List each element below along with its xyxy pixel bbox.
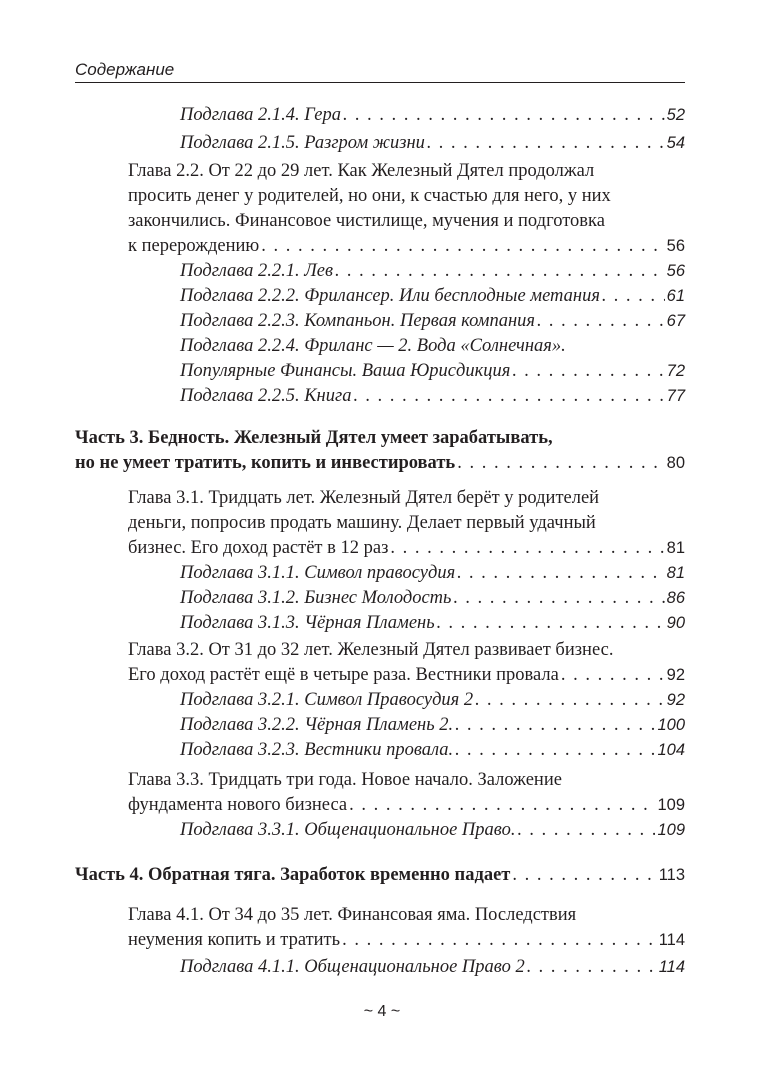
toc-chapter-3-1-line: Глава 3.1. Тридцать лет. Железный Дятел берёт у родителей [128,488,600,508]
page-number: ~ 4 ~ [363,1003,401,1020]
toc-page-number: 77 [666,387,685,405]
toc-chapter-3-1-line: деньги, попросив продать машину. Делает первый удачный [128,513,596,533]
dot-leader [602,284,665,309]
toc-entry-title: Подглава 2.2.2. Фрилансер. Или бесплодные метания [180,286,600,306]
toc-entry-2-1-5 [180,131,685,156]
dot-leader [343,103,665,128]
dot-leader [561,663,665,688]
toc-entry-title: Подглава 2.1.5. Разгром жизни [180,133,425,153]
toc-page-number: 56 [666,262,685,280]
dot-leader [390,536,664,561]
toc-entry-title: фундамента нового бизнеса [128,795,348,815]
dot-leader [457,561,664,586]
toc-entry-title: неумения копить и тратить [128,930,341,950]
toc-entry-title: Подглава 3.1.1. Символ правосудия [180,563,456,583]
dot-leader [437,611,665,636]
toc-page-number: 81 [666,539,685,557]
toc-entry-4-1 [128,928,685,953]
header-rule [75,82,685,83]
toc-entry-title: Подглава 3.2.2. Чёрная Пламень 2. [180,715,454,735]
toc-entry-3-1-2 [180,586,685,611]
toc-entry-3-2-2 [180,713,685,738]
toc-entry-title: Популярные Финансы. Ваша Юрисдикция [180,361,511,381]
toc-page-number: 114 [658,931,685,949]
toc-page-number: 109 [657,796,685,814]
toc-entry-title: Подглава 3.1.3. Чёрная Пламень [180,613,435,633]
toc-entry-3-3-1 [180,818,685,843]
toc-entry-title: Подглава 2.1.4. Гера [180,105,341,125]
toc-page-number: 80 [666,454,685,472]
dot-leader [512,359,664,384]
toc-entry-title: Подглава 3.2.3. Вестники провала. [180,740,454,760]
toc-page-number: 61 [666,287,685,305]
toc-entry-3-2-3 [180,738,685,763]
toc-entry-3-3 [128,793,685,818]
dot-leader [427,131,665,156]
toc-chapter-3-2-line: Глава 3.2. От 31 до 32 лет. Железный Дятел развивает бизнес. [128,640,614,660]
toc-entry-title: но не умеет тратить, копить и инвестировать [75,453,456,473]
dot-leader [527,955,657,980]
toc-page-number: 104 [657,741,685,759]
toc-entry-2-2-4 [180,359,685,384]
dot-leader [475,688,664,713]
dot-leader [457,451,664,476]
toc-page-number: 81 [666,564,685,582]
toc-entry-3-1 [128,536,685,561]
toc-chapter-4-1-line: Глава 4.1. От 34 до 35 лет. Финансовая яма. Последствия [128,905,577,925]
dot-leader [517,818,655,843]
dot-leader [512,863,656,888]
toc-page-number: 72 [666,362,685,380]
toc-page-number: 67 [666,312,685,330]
toc-entry-title: Часть 4. Обратная тяга. Заработок временно падает [75,865,511,885]
toc-entry-title: бизнес. Его доход растёт в 12 раз [128,538,389,558]
toc-page-number: 92 [666,666,685,684]
toc-page-number: 52 [666,106,685,124]
toc-entry-2-2-5 [180,384,685,409]
dot-leader [353,384,664,409]
dot-leader [455,713,655,738]
toc-entry-title: Подглава 4.1.1. Общенациональное Право 2 [180,957,525,977]
toc-page-number: 54 [666,134,685,152]
toc-entry-4-1-1 [180,955,685,980]
toc-entry-2-2-4-line: Подглава 2.2.4. Фриланс — 2. Вода «Солнечная». [180,336,566,356]
toc-entry-2-1-4 [180,103,685,128]
dot-leader [261,234,664,259]
toc-page-number: 56 [666,237,685,255]
toc-entry-2-2-3 [180,309,685,334]
toc-entry-3-1-3 [180,611,685,636]
toc-entry-title: Подглава 2.2.3. Компаньон. Первая компания [180,311,536,331]
toc-page-number: 100 [657,716,685,734]
toc-entry-part-3 [75,451,685,476]
toc-entry-3-1-1 [180,561,685,586]
toc-entry-title: Подглава 2.2.5. Книга [180,386,352,406]
dot-leader [342,928,657,953]
toc-chapter-2-2-line: просить денег у родителей, но они, к счастью для него, у них [128,186,611,206]
toc-part-3-line: Часть 3. Бедность. Железный Дятел умеет зарабатывать, [75,428,553,448]
toc-page-number: 113 [658,866,685,884]
toc-entry-title: Подглава 3.1.2. Бизнес Молодость [180,588,452,608]
toc-entry-3-2-1 [180,688,685,713]
toc-entry-title: к перерождению [128,236,260,256]
toc-page-number: 109 [657,821,685,839]
toc-entry-2-2-2 [180,284,685,309]
dot-leader [537,309,665,334]
toc-entry-2-2 [128,234,685,259]
dot-leader [455,738,655,763]
toc-chapter-2-2-line: закончились. Финансовое чистилище, мучения и подготовка [128,211,605,231]
dot-leader [335,259,665,284]
toc-entry-title: Подглава 3.2.1. Символ Правосудия 2 [180,690,474,710]
toc-page-number: 86 [666,589,685,607]
dot-leader [453,586,664,611]
toc-page-number: 92 [666,691,685,709]
running-header: Содержание [75,60,175,79]
toc-entry-title: Его доход растёт ещё в четыре раза. Вестники провала [128,665,559,685]
toc-chapter-3-3-line: Глава 3.3. Тридцать три года. Новое начало. Заложение [128,770,562,790]
toc-entry-part-4 [75,863,685,888]
toc-entry-title: Подглава 2.2.1. Лев [180,261,334,281]
toc-entry-title: Подглава 3.3.1. Общенациональное Право. [180,820,516,840]
toc-entry-2-2-1 [180,259,685,284]
toc-page-number: 114 [658,958,685,976]
toc-entry-3-2 [128,663,685,688]
dot-leader [349,793,655,818]
toc-page-number: 90 [666,614,685,632]
toc-chapter-2-2-line: Глава 2.2. От 22 до 29 лет. Как Железный Дятел продолжал [128,161,595,181]
